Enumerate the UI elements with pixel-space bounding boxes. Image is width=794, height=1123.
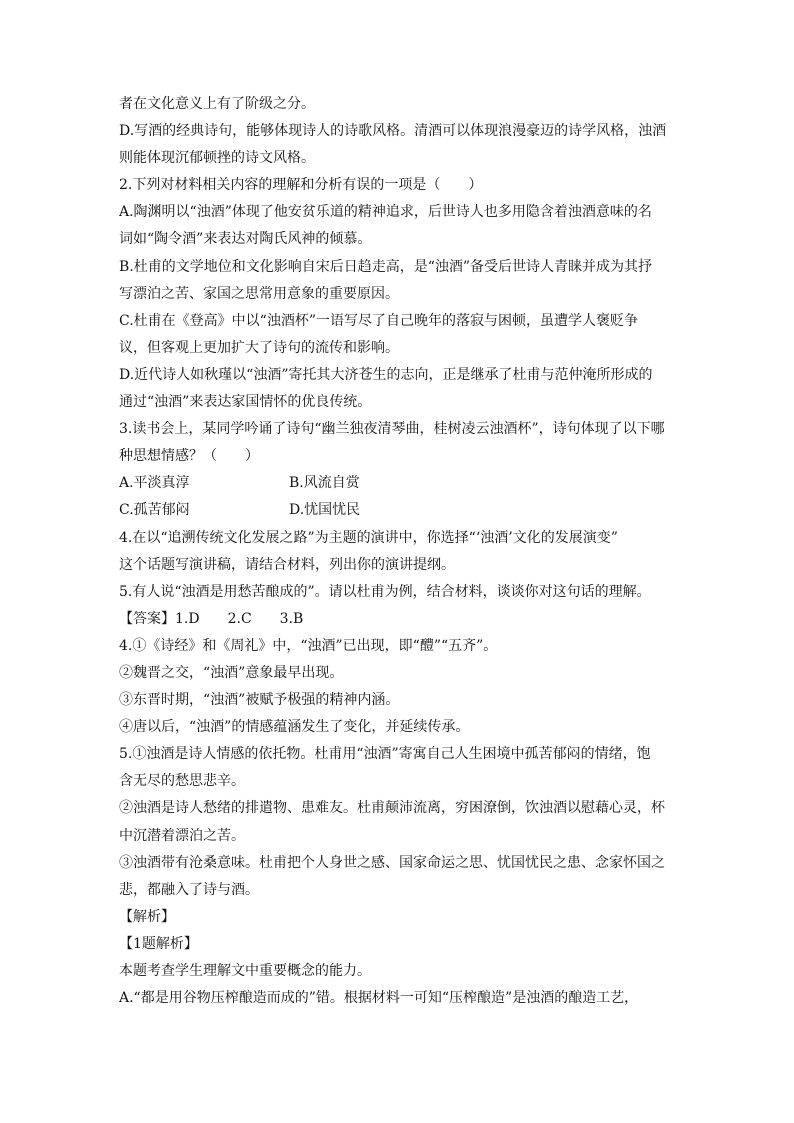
question-3: 3.读书会上，某同学吟诵了诗句“幽兰独夜清琴曲，桂树凌云浊酒杯”，诗句体现了以下哪 [119,421,665,438]
option-b: B.杜甫的文学地位和文化影响自宋后日趋走高，是“浊酒”备受后世诗人青睐并成为其抒 [119,258,653,275]
choice-c: C.孤苦郁闷 [119,502,190,519]
answer-line: 4.①《诗经》和《周礼》中，“浊酒”已出现，即“醴”“五齐”。 [119,637,498,654]
answer-line: ④唐以后，“浊酒”的情感蕴涵发生了变化，并延续传承。 [119,719,470,736]
choice-row [119,497,675,524]
text-line: 词如“陶令酒”来表达对陶氏风神的倾慕。 [119,231,372,248]
text-line: 者在文化意义上有了阶级之分。 [119,96,315,112]
choice-a: A.平淡真淳 [119,475,190,492]
analysis-line: 本题考查学生理解文中重要概念的能力。 [119,963,371,979]
option-a: A.陶渊明以“浊酒”体现了他安贫乐道的精神追求，后世诗人也多用隐含着浊酒意味的名 [119,204,652,221]
text-line: 通过“浊酒”来表达家国情怀的优良传统。 [119,394,372,411]
text-line: 写漂泊之苦、家国之思常用意象的重要原因。 [119,285,399,302]
text-line: D.写酒的经典诗句，能够体现诗人的诗歌风格。清酒可以体现浪漫豪迈的诗学风格，浊酒 [119,123,667,140]
text-line: 种思想情感？（ ） [119,448,259,465]
choice-d: D.忧国忧民 [289,502,361,519]
choice-row [119,470,675,497]
answer-line: 悲，都融入了诗与酒。 [119,881,259,898]
text-line: 这个话题写演讲稿，请结合材料，列出你的演讲提纲。 [119,556,455,573]
answer-line: ②浊酒是诗人愁绪的排遣物、患难友。杜甫颠沛流离，穷困潦倒，饮浊酒以慰藉心灵，杯 [119,800,665,817]
document-body [119,91,675,1012]
answer-line: 含无尽的愁思悲辛。 [119,773,245,790]
answer-line: ③浊酒带有沧桑意味。杜甫把个人身世之感、国家命运之思、忧国忧民之患、念家怀国之 [119,854,665,871]
analysis-heading: 【解析】 [119,908,175,925]
text-line: 则能体现沉郁顿挫的诗文风格。 [119,150,315,167]
answer-line: 5.①浊酒是诗人情感的依托物。杜甫用“浊酒”寄寓自己人生困境中孤苦郁闷的情绪，饱 [119,746,651,763]
answer-line: ③东晋时期，“浊酒”被赋予极强的精神内涵。 [119,692,400,709]
question-5: 5.有人说“浊酒是用愁苦酿成的”。请以杜甫为例，结合材料，谈谈你对这句话的理解。 [119,583,651,600]
analysis-line: A.“都是用谷物压榨酿造而成的”错。根据材料一可知“压榨酿造”是浊酒的酿造工艺， [119,990,639,1007]
question-4: 4.在以“追溯传统文化发展之路”为主题的演讲中，你选择“‘浊酒’文化的发展演变” [119,529,618,546]
choice-b: B.风流自赏 [289,475,360,492]
question-2: 2.下列对材料相关内容的理解和分析有误的一项是（ ） [119,177,483,194]
answer-line: ②魏晋之交，“浊酒”意象最早出现。 [119,664,344,681]
answer-heading: 【答案】1.D 2.C 3.B [119,610,304,627]
analysis-subheading: 【1题解析】 [119,935,198,952]
text-line: 议，但客观上更加扩大了诗句的流传和影响。 [119,339,399,356]
answer-line: 中沉潜着漂泊之苦。 [119,827,245,844]
option-c: C.杜甫在《登高》中以“浊酒杯”一语写尽了自己晚年的落寂与困顿，虽遭学人褒贬争 [119,312,638,329]
option-d: D.近代诗人如秋瑾以“浊酒”寄托其大济苍生的志向，正是继承了杜甫与范仲淹所形成的 [119,366,653,383]
